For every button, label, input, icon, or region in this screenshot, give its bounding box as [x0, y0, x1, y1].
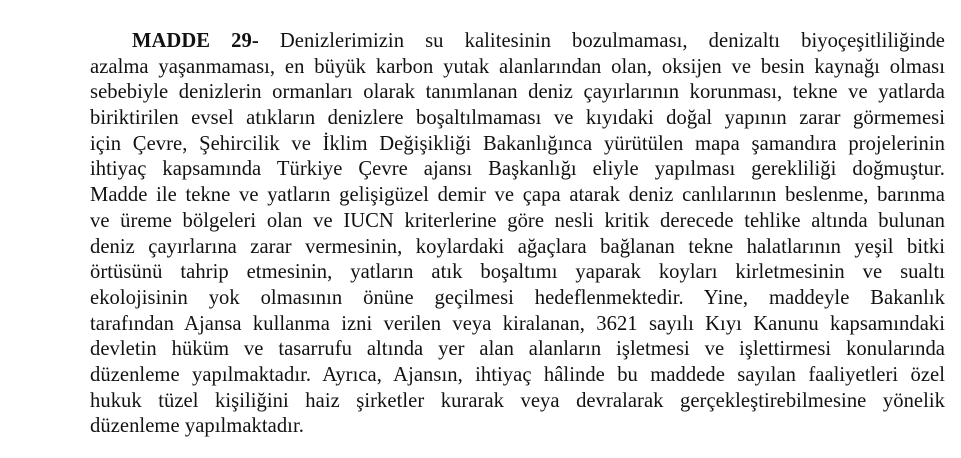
paragraph-line-text: Denizlerimizin su kalitesinin bozulmaması, denizaltı biyoçeşitliliğinde: [279, 30, 946, 52]
paragraph-line: azalma yaşanmaması, en büyük karbon yutak alanlarından olan, oksijen ve besin kaynağı olması: [90, 55, 945, 78]
paragraph-line: düzenleme yapılmaktadır.: [90, 415, 304, 438]
article-heading: MADDE 29-: [132, 30, 259, 52]
paragraph-line: düzenleme yapılmaktadır. Ayrıca, Ajansın, ihtiyaç hâlinde bu maddede sayılan faaliyetleri özel: [90, 363, 945, 386]
paragraph-line: ihtiyaç kapsamında Türkiye Çevre ajansı Başkanlığı eliyle yapılması gerekliliği doğmuştur.: [90, 158, 945, 181]
paragraph-line: Madde ile tekne ve yatların gelişigüzel demir ve çapa atarak deniz canlılarının beslenme, barınma: [90, 184, 945, 207]
paragraph-line: hukuk tüzel kişiliğini haiz şirketler kurarak veya devralarak gerçekleştirebilmesine yönelik: [90, 389, 945, 412]
paragraph-line: biriktirilen evsel atıkların denizlere boşaltılmaması ve kıyıdaki doğal yapının zarar görmemesi: [90, 107, 945, 130]
paragraph-line: için Çevre, Şehircilik ve İklim Değişikliği Bakanlığınca yürütülen mapa şamandıra projelerinin: [90, 132, 945, 155]
paragraph-line: örtüsünü tahrip etmesinin, yatların atık boşaltımı yaparak koyları kirletmesinin ve sualtı: [90, 261, 945, 284]
paragraph-line: tarafından Ajansa kullanma izni verilen veya kiralanan, 3621 sayılı Kıyı Kanunu kapsamındaki: [90, 312, 945, 335]
paragraph-line: deniz çayırlarına zarar vermesinin, koylardaki ağaçlara bağlanan tekne halatlarının yeşil bitki: [90, 235, 945, 258]
paragraph-line: [90, 29, 945, 55]
paragraph-line: sebebiyle denizlerin ormanları olarak tanımlanan deniz çayırlarının korunması, tekne ve yatlarda: [90, 81, 945, 104]
paragraph-line: ve üreme bölgeleri olan ve IUCN kriterlerine göre nesli kritik derecede tehlike altında bulunan: [90, 209, 945, 232]
article-paragraph: [90, 29, 945, 440]
paragraph-line: ekolojisinin yok olmasının önüne geçilmesi hedeflenmektedir. Yine, maddeyle Bakanlık: [90, 286, 945, 309]
paragraph-line: devletin hüküm ve tasarrufu altında yer alan alanların işletmesi ve işlettirmesi konularında: [90, 338, 945, 361]
